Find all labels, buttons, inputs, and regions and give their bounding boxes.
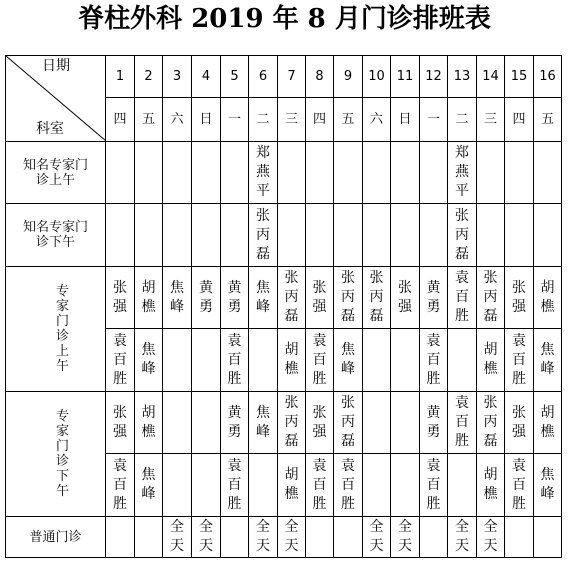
doctor-name: 袁百胜 (426, 332, 441, 387)
doctor-cell (221, 267, 249, 329)
header-row-days (6, 56, 562, 98)
doctor-name: 袁百胜 (512, 332, 526, 387)
doctor-cell (306, 329, 334, 392)
doctor-cell (278, 329, 306, 392)
empty-cell (221, 204, 249, 267)
doctor-cell (278, 454, 306, 517)
empty-cell (192, 454, 221, 517)
day-number: 4 (192, 56, 221, 98)
doctor-cell (363, 517, 391, 558)
doctor-cell (448, 267, 477, 329)
doctor-name: 焦峰 (540, 467, 555, 502)
empty-cell (420, 204, 448, 267)
empty-cell (334, 204, 363, 267)
doctor-cell (278, 267, 306, 329)
doctor-name: 焦峰 (256, 279, 270, 315)
day-number: 9 (334, 56, 363, 98)
doctor-name: 张丙磊 (483, 395, 498, 449)
schedule-table (5, 55, 562, 558)
doctor-name: 张丙磊 (455, 207, 469, 262)
department-label: 知名专家门诊下午 (6, 204, 106, 267)
weekday: 四 (306, 98, 334, 142)
doctor-cell (306, 267, 334, 329)
empty-cell (192, 204, 221, 267)
doctor-name: 张丙磊 (483, 270, 498, 324)
doctor-cell (534, 454, 562, 517)
empty-cell (391, 392, 420, 454)
empty-cell (391, 204, 420, 267)
section-row (6, 392, 562, 454)
empty-cell (163, 142, 192, 204)
doctor-cell (448, 204, 477, 267)
weekday: 日 (391, 98, 420, 142)
empty-cell (221, 142, 249, 204)
section-row (6, 204, 562, 267)
weekday: 二 (448, 98, 477, 142)
weekday: 日 (192, 98, 221, 142)
empty-cell (135, 142, 163, 204)
empty-cell (391, 454, 420, 517)
doctor-cell (505, 267, 534, 329)
doctor-name: 焦峰 (141, 467, 156, 502)
empty-cell (363, 454, 391, 517)
doctor-name: 全天 (256, 519, 270, 554)
doctor-cell (477, 392, 505, 454)
doctor-name: 胡樵 (141, 404, 156, 440)
doctor-name: 张丙磊 (284, 270, 299, 324)
doctor-cell (306, 454, 334, 517)
weekday: 六 (163, 98, 192, 142)
empty-cell (391, 142, 420, 204)
empty-cell (249, 454, 278, 517)
day-number: 8 (306, 56, 334, 98)
empty-cell (534, 142, 562, 204)
doctor-name: 袁百胜 (113, 332, 127, 387)
weekday: 五 (135, 98, 163, 142)
empty-cell (363, 204, 391, 267)
department-label: 知名专家门诊上午 (6, 142, 106, 204)
empty-cell (106, 204, 135, 267)
doctor-name: 胡樵 (141, 279, 156, 315)
doctor-name: 袁百胜 (455, 395, 469, 449)
doctor-cell (249, 204, 278, 267)
empty-cell (420, 517, 448, 558)
empty-cell (420, 142, 448, 204)
empty-cell (334, 517, 363, 558)
section-row (6, 267, 562, 329)
doctor-name: 张强 (512, 404, 526, 440)
doctor-name: 袁百胜 (312, 332, 327, 387)
doctor-name: 焦峰 (141, 342, 156, 377)
weekday: 五 (534, 98, 562, 142)
doctor-cell (391, 517, 420, 558)
doctor-cell (334, 329, 363, 392)
day-number: 10 (363, 56, 391, 98)
department-label: 专家门诊下午 (6, 392, 106, 517)
doctor-name: 焦峰 (256, 404, 270, 440)
page-title: 脊柱外科 2019 年 8 月门诊排班表 (78, 4, 491, 34)
doctor-cell (477, 329, 505, 392)
doctor-cell (534, 267, 562, 329)
doctor-cell (106, 329, 135, 392)
doctor-cell (249, 267, 278, 329)
empty-cell (278, 142, 306, 204)
doctor-name: 袁百胜 (113, 457, 127, 512)
doctor-cell (106, 454, 135, 517)
doctor-name: 全天 (284, 519, 299, 554)
empty-cell (363, 329, 391, 392)
doctor-name: 胡樵 (284, 467, 299, 502)
doctor-cell (249, 392, 278, 454)
doctor-name: 焦峰 (170, 279, 184, 315)
empty-cell (163, 392, 192, 454)
section-row (6, 517, 562, 558)
empty-cell (192, 392, 221, 454)
doctor-cell (249, 142, 278, 204)
day-number: 15 (505, 56, 534, 98)
doctor-name: 胡樵 (540, 404, 555, 440)
doctor-name: 全天 (455, 519, 469, 554)
corner-dept-label: 科室 (36, 121, 64, 137)
weekday: 二 (249, 98, 278, 142)
doctor-name: 袁百胜 (341, 457, 355, 512)
doctor-name: 黄勇 (199, 279, 213, 315)
empty-cell (534, 517, 562, 558)
day-number: 14 (477, 56, 505, 98)
doctor-cell (221, 454, 249, 517)
day-number: 3 (163, 56, 192, 98)
doctor-cell (221, 392, 249, 454)
doctor-name: 张丙磊 (341, 270, 355, 324)
section-row (6, 142, 562, 204)
empty-cell (106, 517, 135, 558)
doctor-name: 全天 (199, 519, 213, 554)
doctor-cell (334, 392, 363, 454)
empty-cell (477, 204, 505, 267)
doctor-name: 张强 (113, 279, 127, 315)
empty-cell (448, 454, 477, 517)
empty-cell (163, 454, 192, 517)
doctor-cell (391, 267, 420, 329)
doctor-name: 全天 (483, 519, 498, 554)
corner-header (6, 56, 106, 142)
weekday: 三 (477, 98, 505, 142)
doctor-name: 袁百胜 (426, 457, 441, 512)
doctor-cell (420, 454, 448, 517)
doctor-name: 郑燕平 (455, 145, 469, 199)
doctor-cell (249, 517, 278, 558)
doctor-cell (477, 267, 505, 329)
empty-cell (306, 142, 334, 204)
empty-cell (163, 329, 192, 392)
doctor-name: 袁百胜 (312, 457, 327, 512)
doctor-cell (306, 392, 334, 454)
doctor-cell (334, 454, 363, 517)
doctor-name: 胡樵 (540, 279, 555, 315)
doctor-cell (106, 267, 135, 329)
doctor-cell (163, 517, 192, 558)
doctor-cell (420, 267, 448, 329)
doctor-cell (448, 142, 477, 204)
empty-cell (477, 142, 505, 204)
doctor-name: 全天 (398, 519, 412, 554)
empty-cell (363, 392, 391, 454)
day-number: 11 (391, 56, 420, 98)
day-number: 5 (221, 56, 249, 98)
weekday: 六 (363, 98, 391, 142)
empty-cell (192, 329, 221, 392)
doctor-cell (135, 329, 163, 392)
doctor-cell (192, 267, 221, 329)
doctor-cell (448, 517, 477, 558)
empty-cell (505, 204, 534, 267)
weekday: 四 (505, 98, 534, 142)
doctor-name: 黄勇 (227, 279, 242, 315)
empty-cell (505, 517, 534, 558)
doctor-name: 袁百胜 (512, 457, 526, 512)
empty-cell (363, 142, 391, 204)
doctor-name: 张丙磊 (256, 207, 270, 262)
doctor-name: 张强 (512, 279, 526, 315)
empty-cell (221, 517, 249, 558)
empty-cell (448, 329, 477, 392)
doctor-name: 郑燕平 (256, 145, 270, 199)
doctor-cell (505, 454, 534, 517)
empty-cell (163, 204, 192, 267)
doctor-cell (221, 329, 249, 392)
doctor-cell (163, 267, 192, 329)
empty-cell (391, 329, 420, 392)
doctor-cell (534, 392, 562, 454)
weekday: 一 (221, 98, 249, 142)
doctor-name: 袁百胜 (227, 332, 242, 387)
doctor-name: 黄勇 (426, 404, 441, 440)
doctor-cell (505, 329, 534, 392)
weekday: 一 (420, 98, 448, 142)
doctor-name: 胡樵 (483, 467, 498, 502)
doctor-name: 张强 (398, 279, 412, 315)
doctor-cell (135, 267, 163, 329)
empty-cell (306, 204, 334, 267)
doctor-name: 焦峰 (341, 342, 355, 377)
doctor-cell (363, 267, 391, 329)
empty-cell (249, 329, 278, 392)
doctor-name: 张丙磊 (341, 395, 355, 449)
day-number: 6 (249, 56, 278, 98)
day-number: 7 (278, 56, 306, 98)
doctor-name: 张丙磊 (369, 270, 384, 324)
day-number: 1 (106, 56, 135, 98)
empty-cell (505, 142, 534, 204)
doctor-cell (135, 454, 163, 517)
doctor-name: 张强 (113, 404, 127, 440)
doctor-cell (420, 329, 448, 392)
doctor-name: 全天 (170, 519, 184, 554)
weekday: 四 (106, 98, 135, 142)
day-number: 13 (448, 56, 477, 98)
empty-cell (106, 142, 135, 204)
doctor-cell (192, 517, 221, 558)
doctor-cell (278, 392, 306, 454)
doctor-name: 袁百胜 (455, 270, 469, 324)
department-label: 普通门诊 (6, 517, 106, 558)
doctor-cell (106, 392, 135, 454)
doctor-cell (278, 517, 306, 558)
day-number: 2 (135, 56, 163, 98)
doctor-name: 胡樵 (483, 342, 498, 377)
doctor-cell (135, 392, 163, 454)
doctor-cell (420, 392, 448, 454)
day-number: 12 (420, 56, 448, 98)
weekday: 五 (334, 98, 363, 142)
empty-cell (534, 204, 562, 267)
day-number: 16 (534, 56, 562, 98)
doctor-cell (505, 392, 534, 454)
empty-cell (306, 517, 334, 558)
doctor-cell (448, 392, 477, 454)
department-label: 专家门诊上午 (6, 267, 106, 392)
doctor-name: 黄勇 (227, 404, 242, 440)
empty-cell (334, 142, 363, 204)
doctor-name: 张丙磊 (284, 395, 299, 449)
empty-cell (192, 142, 221, 204)
doctor-name: 全天 (369, 519, 384, 554)
empty-cell (135, 204, 163, 267)
doctor-cell (534, 329, 562, 392)
doctor-name: 袁百胜 (227, 457, 242, 512)
doctor-cell (477, 454, 505, 517)
corner-date-label: 日期 (42, 58, 70, 74)
doctor-name: 张强 (312, 279, 327, 315)
doctor-name: 张强 (312, 404, 327, 440)
weekday: 三 (278, 98, 306, 142)
doctor-cell (334, 267, 363, 329)
doctor-name: 胡樵 (284, 342, 299, 377)
doctor-cell (477, 517, 505, 558)
empty-cell (135, 517, 163, 558)
doctor-name: 焦峰 (540, 342, 555, 377)
doctor-name: 黄勇 (426, 279, 441, 315)
empty-cell (278, 204, 306, 267)
